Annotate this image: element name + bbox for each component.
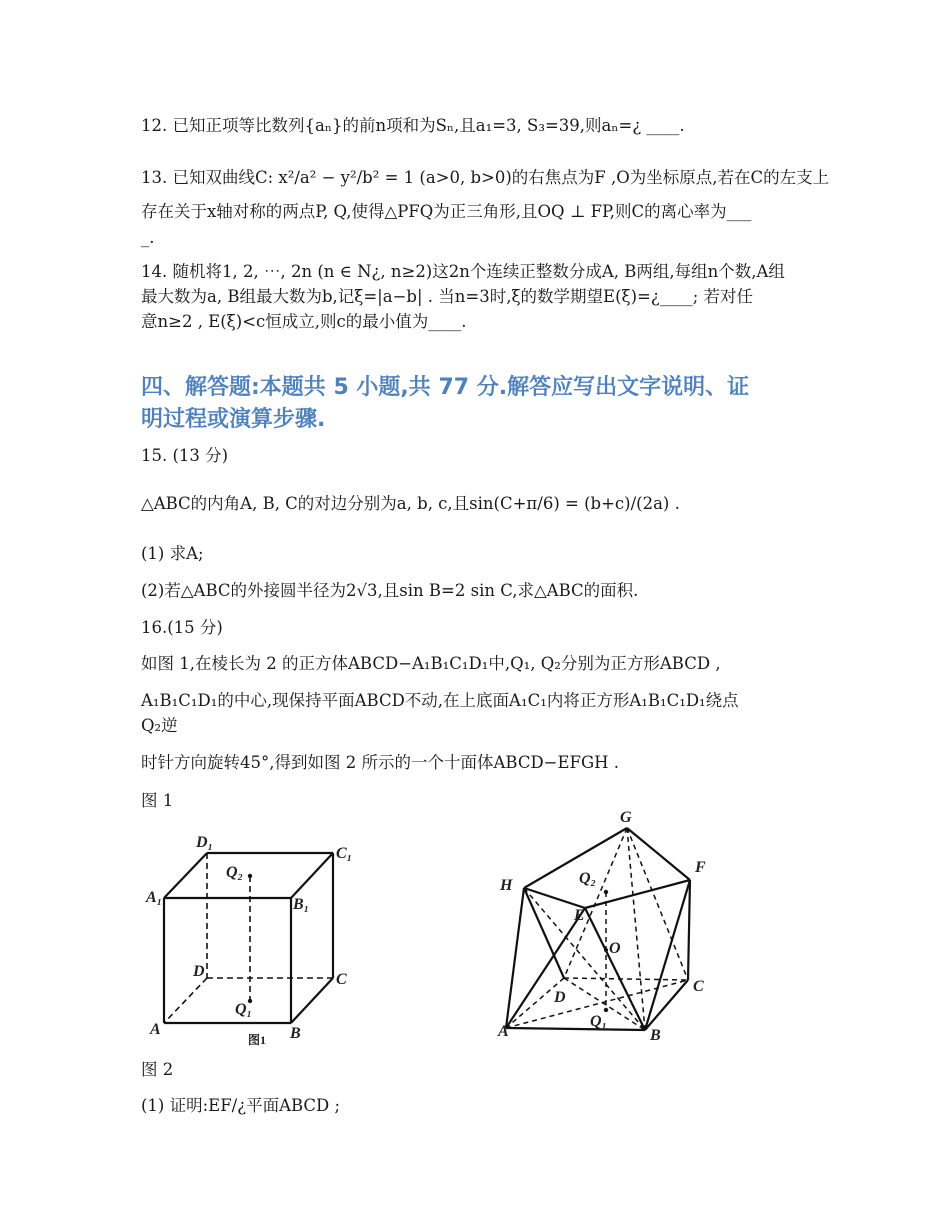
section-heading-line2: 明过程或演算步骤. [141, 407, 326, 432]
cube-caption: 图1 [248, 1033, 267, 1046]
question-16-part1: (1) 证明:EF/¿平面ABCD ; [141, 1096, 341, 1115]
question-13-line2: 存在关于x轴对称的两点P, Q,使得△PFQ为正三角形,且OQ ⊥ FP,则C的离心率为___ [141, 202, 752, 221]
deca-label-q1: Q₁ [590, 1013, 608, 1030]
deca-label-h: H [500, 877, 513, 894]
figure-1-caption: 图 1 [141, 791, 174, 810]
cube-label-a1: A₁ [146, 889, 163, 906]
cube-label-b: B [290, 1025, 301, 1042]
cube-label-d: D [193, 963, 205, 980]
deca-label-b: B [650, 1027, 661, 1040]
question-15-header: 15. (13 分) [141, 446, 229, 465]
question-16-line1: 如图 1,在棱长为 2 的正方体ABCD−A₁B₁C₁D₁中,Q₁, Q₂分别为正方形ABCD , [141, 654, 721, 673]
cube-label-c1: C₁ [336, 845, 353, 862]
deca-label-c: C [693, 978, 704, 995]
question-13-line3: _. [141, 228, 155, 247]
deca-label-a: A [498, 1023, 509, 1040]
question-16-header: 16.(15 分) [141, 618, 223, 637]
question-12: 12. 已知正项等比数列{aₙ}的前n项和为Sₙ,且a₁=3, S₃=39,则aₙ=¿ ____. [141, 116, 685, 135]
question-15-part1: (1) 求A; [141, 544, 204, 563]
question-16-line3: Q₂逆 [141, 716, 178, 735]
decahedron-figure [490, 800, 720, 1040]
question-13-line1: 13. 已知双曲线C: x²/a² − y²/b² = 1 (a>0, b>0)的右焦点为F ,O为坐标原点,若在C的左支上 [141, 168, 830, 187]
question-16-line2: A₁B₁C₁D₁的中心,现保持平面ABCD不动,在上底面A₁C₁内将正方形A₁B₁C₁D₁绕点 [141, 691, 739, 710]
cube-label-q1: Q₁ [235, 1001, 253, 1018]
figure-2-caption: 图 2 [141, 1060, 174, 1079]
deca-label-o: O [609, 940, 621, 957]
question-14-line1: 14. 随机将1, 2, ⋯, 2n (n ∈ N¿, n≥2)这2n个连续正整数分成A, B两组,每组n个数,A组 [141, 262, 785, 281]
deca-label-e: E [574, 907, 585, 924]
cube-label-d1: D₁ [196, 834, 214, 851]
question-15-part2: (2)若△ABC的外接圆半径为2√3,且sin B=2 sin C,求△ABC的面积. [141, 581, 639, 600]
deca-label-d: D [554, 989, 566, 1006]
section-heading-line1: 四、解答题:本题共 5 小题,共 77 分.解答应写出文字说明、证 [141, 375, 750, 400]
deca-label-g: G [620, 809, 632, 826]
deca-label-f: F [695, 859, 706, 876]
cube-label-c: C [336, 971, 347, 988]
question-14-line3: 意n≥2 , E(ξ)<c恒成立,则c的最小值为____. [141, 312, 467, 331]
question-14-line2: 最大数为a, B组最大数为b,记ξ=|a−b| . 当n=3时,ξ的数学期望E(ξ)=¿____; 若对任 [141, 287, 754, 306]
question-16-line4: 时针方向旋转45°,得到如图 2 所示的一个十面体ABCD−EFGH . [141, 753, 620, 772]
question-15-stem: △ABC的内角A, B, C的对边分别为a, b, c,且sin(C+π/6) = (b+c)/(2a) . [141, 494, 680, 513]
cube-label-q2: Q₂ [226, 864, 244, 881]
cube-figure [140, 818, 370, 1046]
cube-label-a: A [150, 1021, 161, 1038]
deca-label-q2: Q₂ [579, 870, 597, 887]
cube-label-b1: B₁ [293, 896, 310, 913]
